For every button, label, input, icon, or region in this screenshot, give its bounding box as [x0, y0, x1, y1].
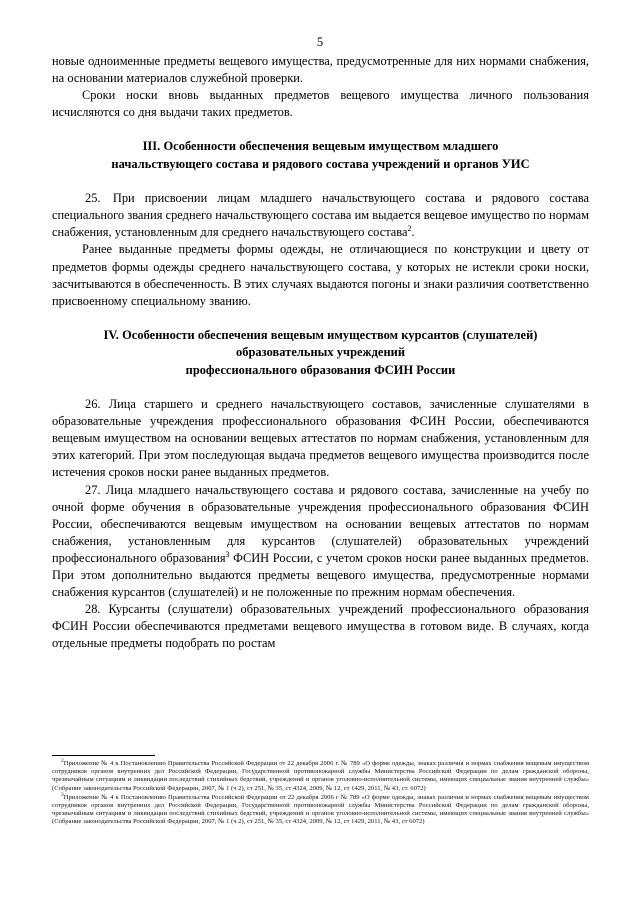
footnote-2-text: Приложение № 4 к Постановлению Правительства Российской Федерации от 22 декабря 2006 г. № 789 «О форме одежды, знаках различия и нормах снабжения вещевым имуществом сотрудников органов внутренних дел Российской Федерации, Государственной противопожарной службы Министерства Российской Федерации по делам гражданской обороны, чрезвычайным ситуациям и ликвидации последствий стихийных бедствий, учреждений и органов уголовно-исполнительной системы, имеющих специальные звания внутренней службы» (Собрание законодательства Российской Федерации, 2007, № 1 (ч 2), ст 251, № 35, ст 4324, 2009, № 12, ст 1429, 2011, № 43, ст. 6072): [52, 760, 589, 792]
footnote-3-marker: 3: [61, 791, 64, 798]
paragraph-25-text-b: .: [411, 225, 415, 240]
paragraph-27-text-a: 27. Лица младшего начальствующего состава и рядового состава, зачисленные на учебу по очной форме обучения в образовательные учреждения профессионального образования ФСИН России, обеспечиваются вещевым имуществом на основании вещевых аттестатов по нормам снабжения, установленным для курсантов (слушателей) образовательных учреждений профессионального образования: [52, 482, 589, 565]
footnote-2-marker: 2: [61, 757, 64, 764]
paragraph-27: [52, 482, 589, 602]
footnote-ref-2[interactable]: 2: [407, 224, 412, 234]
footnote-3-text: Приложение № 4 к Постановлению Правительства Российской Федерации от 22 декабря 2006 г № 789 «О форме одежды, знаках различия и нормах снабжения вещевым имуществом сотрудников органов внутренних дел Российской Федерации, Государственной противопожарной службы Министерства Российской Федерации по делам гражданской обороны, чрезвычайным ситуациям и ликвидации последствий стихийных бедствий, учреждений и органов уголовно-исполнительной системы, имеющих специальные звания внутренней службы» (Собрание законодательства Российской Федерации, 2007, № 1 (ч 2), ст 251, № 35, ст 4324, 2009, № 12, ст 1429, 2011, № 43, ст 6072): [52, 793, 589, 826]
section-spacer: [52, 121, 589, 138]
page-number: 5: [316, 35, 324, 49]
section-heading-4: [52, 327, 589, 379]
heading-4-line-3: профессионального образования ФСИН России: [185, 362, 456, 377]
section-heading-3: [52, 138, 589, 173]
footnote-3: [52, 791, 589, 827]
paragraph-25b: Ранее выданные предметы формы одежды, не отличающиеся по конструкции и цвету от предметов формы одежды среднего начальствующего состава, у которых не истекли сроки носки, засчитываются в обеспеченность. В этих случаях выдаются погоны и знаки различия соответственно присвоенному специальному званию.: [52, 242, 589, 308]
heading-4-line-1: IV. Особенности обеспечения вещевым имуществом курсантов (слушателей): [103, 327, 538, 342]
footnote-ref-3[interactable]: 3: [225, 549, 230, 559]
paragraph-wear-terms: Сроки носки вновь выданных предметов вещевого имущества личного пользования исчисляются со дня выдачи таких предметов.: [52, 88, 589, 120]
heading-3-line-2: начальствующего состава и рядового состава учреждений и органов УИС: [111, 156, 530, 171]
document-body: [52, 53, 589, 652]
footnote-2: [52, 757, 589, 793]
paragraph-26: 26. Лица старшего и среднего начальствующего составов, зачисленные слушателями в образовательные учреждения профессионального образования ФСИН России, обеспечиваются вещевым имуществом на основании вещевых аттестатов по нормам снабжения, установленным для этих категорий. При этом последующая выдача предметов вещевого имущества производится после истечения сроков носки ранее выданных предметов.: [52, 397, 589, 480]
paragraph-continuation: новые одноименные предметы вещевого имущества, предусмотренные для них нормами снабжения, на основании материалов служебной проверки.: [52, 54, 589, 86]
footnote-separator: [52, 755, 155, 756]
paragraph-25-text-a: 25. При присвоении лицам младшего начальствующего состава и рядового состава специального звания среднего начальствующего состава им выдается вещевое имущество по нормам снабжения, установленным для среднего начальствующего состава: [52, 191, 589, 240]
paragraph-28: 28. Курсанты (слушатели) образовательных учреждений профессионального образования ФСИН России обеспечиваются предметами вещевого имущества в готовом виде. В случаях, когда отдельные предметы подобрать по ростам: [52, 602, 589, 651]
heading-spacer: [52, 173, 589, 190]
section-spacer-2: [52, 310, 589, 327]
heading-spacer-2: [52, 379, 589, 396]
footnote-area: [52, 755, 589, 828]
heading-4-line-2: образовательных учреждений: [235, 345, 406, 360]
paragraph-27-text-b: ФСИН России, с учетом сроков носки ранее выданных предметов. При этом дополнительно выдаются предметы вещевого имущества, предусмотренные нормами снабжения курсантов (слушателей) и не положенные по прежним нормам обеспечения.: [52, 550, 589, 600]
heading-3-line-1: III. Особенности обеспечения вещевым имуществом младшего: [142, 139, 499, 154]
paragraph-25: [52, 190, 589, 241]
